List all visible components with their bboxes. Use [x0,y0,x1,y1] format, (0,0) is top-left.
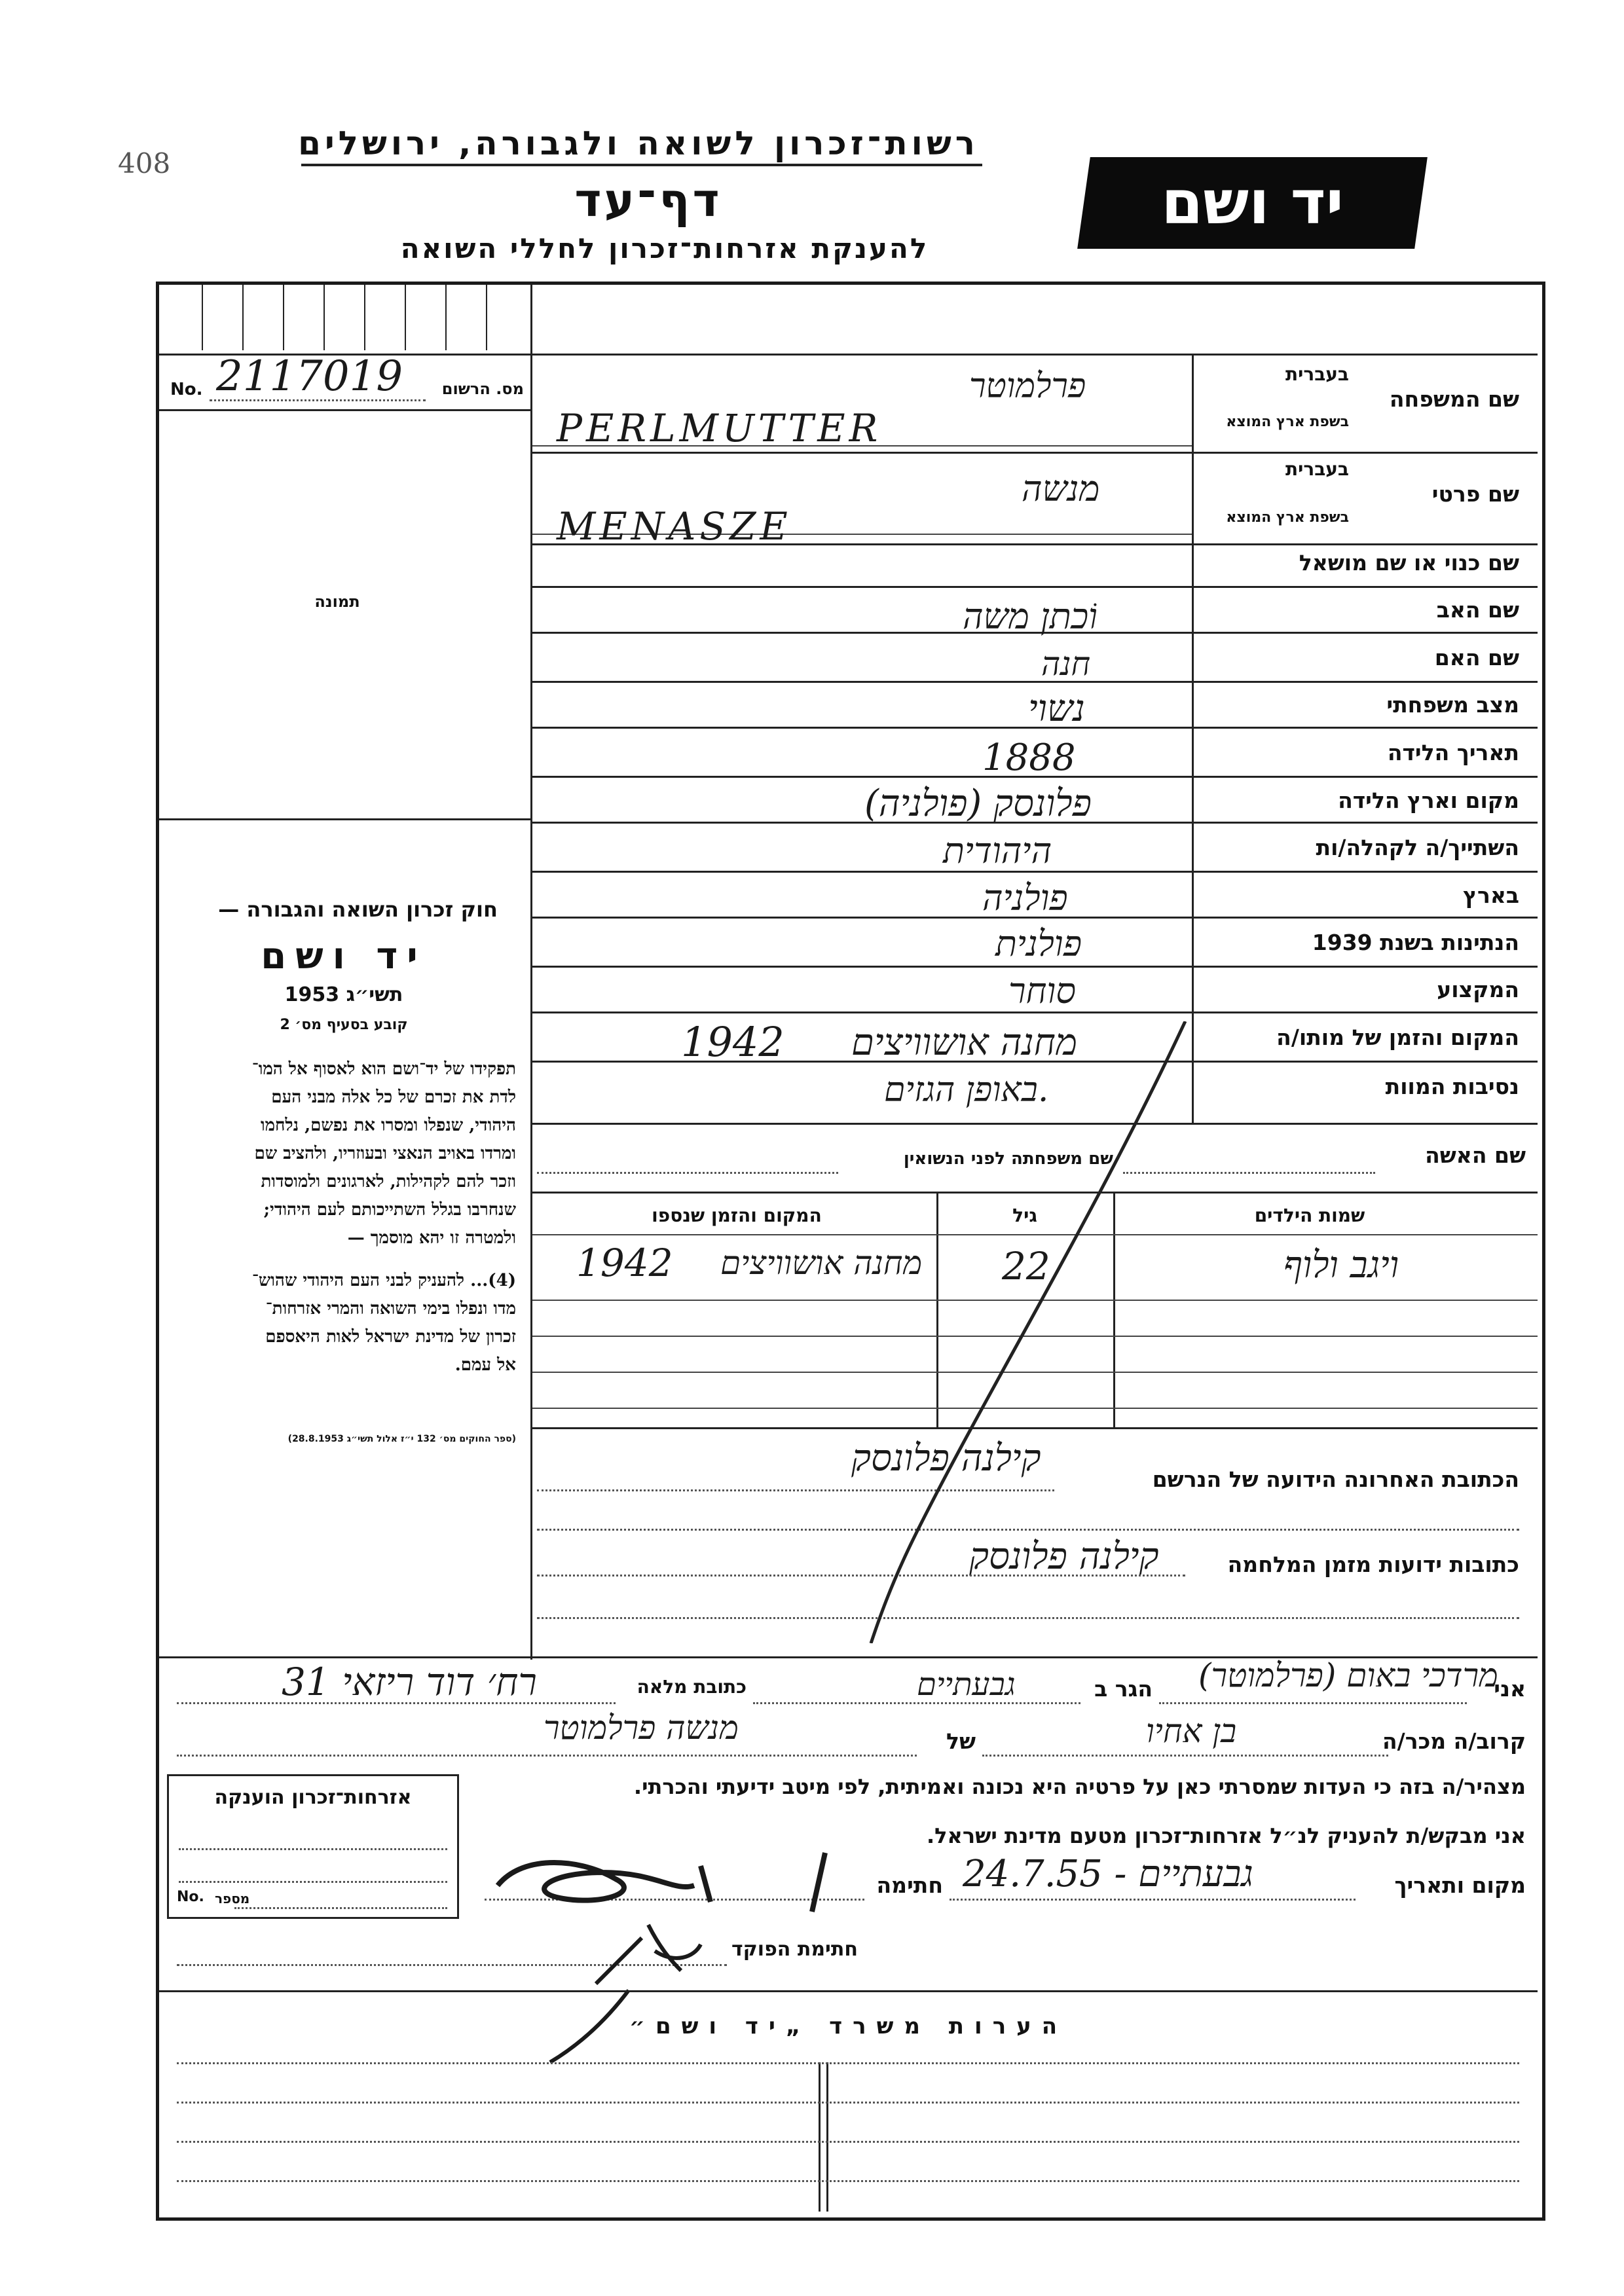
declaration-text: מצהיר/ה בזה כי העדות שמסרתי כאן על פרטיה היא נכונה ואמיתית, לפי מיטב ידיעתי והכרתי. [633,1774,1526,1799]
law-paragraph-2 [175,1267,516,1379]
declarant-name-value: מרדכי באום (פרלמוטר) [1198,1656,1498,1694]
office-notes-top [159,1990,1538,1992]
registration-label: מס. הרשום [441,380,524,398]
law-line: שנחרבו בגלל השתייכותם לעם היהודי; [263,1200,516,1220]
law-line: לדת את זכרם של כל אלה מבני העם [271,1087,516,1107]
officer-signature-label: חתימת הפוקד [731,1938,858,1961]
last-known-address-label: הכתובת האחרונה הידועה של הנרשם [1152,1467,1519,1492]
form-subtitle: להענקת אזרחות־זכרון לחללי השואה [400,232,929,264]
wife-name-label: שם האשה [1425,1142,1526,1168]
law-line: תפקידו של יד־ושם הוא לאסוף אל המו־ [251,1059,516,1079]
law-year: תשי״ג 1953 [284,983,403,1006]
mother-name-value: חנה [1041,645,1091,683]
law-line: (4)... להעניק לבני העם היהודי שהוש־ [251,1271,516,1290]
death-place-value: מחנה אושוויצים [851,1021,1078,1064]
citizenship-box-dotted-line [179,1881,447,1883]
children-death-header: המקום והזמן שנספו [652,1205,822,1226]
law-name: יד ושם [261,935,427,977]
law-line: וזכר להם לקהילות, לארגונים ולמוסדות [261,1172,516,1192]
relation-dotted-line [982,1755,1388,1757]
label-column-border [1192,354,1194,1123]
father-name-value: וֹכתן משה [963,596,1098,637]
law-clause: קובע בסעיף מס׳ 2 [280,1017,408,1033]
community-value: היהודית [943,830,1052,871]
citizenship-box-number-label: מספר [215,1891,250,1906]
birth-place-value: פלונסק (פולניה) [864,782,1092,825]
declarant-residing-label: הגר ב [1094,1676,1153,1702]
place-date-label: מקום ותאריך [1394,1872,1526,1898]
child-age: 22 [1002,1244,1050,1288]
wife-maiden-name-label: שם משפחתה לפני הנשואין [903,1149,1113,1169]
country-label: בארץ [1463,883,1519,908]
photo-label: תמונה [314,592,360,611]
last-known-address-value: קילנה פלונסק [851,1437,1041,1480]
citizenship-1939-value: פולנית [995,923,1082,964]
declarant-residing-dotted-line [753,1702,1080,1704]
place-date-value: גבעתיים - 24.7.55 [963,1853,1253,1895]
children-names-header: שמות הילדים [1254,1205,1365,1226]
first-name-hebrew-sublabel: בעברית [1285,458,1349,480]
registration-number: 2117019 [216,352,403,401]
relation-value: בן אחיו [1146,1712,1237,1750]
photo-divider [159,818,532,820]
office-notes-title: הערות משרד „יד ושם״ [629,2013,1068,2039]
declarant-address-dotted-line [177,1702,616,1704]
wartime-addresses-value: קילנה פלונסק [969,1535,1159,1578]
death-year-value: 1942 [681,1018,784,1066]
registration-dotted-line [210,399,426,401]
declarant-name-dotted-line [1159,1702,1467,1704]
country-value: פולניה [982,877,1068,919]
law-line: זכרון של מדינת ישראל לאות היאספם [265,1327,516,1347]
nickname-label: שם כנוי או שם מושאל [1299,550,1519,575]
family-name-label: שם המשפחה [1389,386,1519,412]
first-name-hebrew-value: מנשה [1022,468,1100,509]
declarant-i-label: אני [1494,1676,1526,1702]
family-name-origin-sublabel: בשפת ארץ המוצא [1226,414,1349,430]
family-name-hebrew-sublabel: בעברית [1285,363,1349,385]
citizenship-box-title: אזרחות־זכרון הוענקה [214,1786,412,1809]
law-title: חוק זכרון השואה והגבורה — [218,897,498,922]
family-name-hebrew-value: פרלמוטר [969,367,1086,406]
marital-status-label: מצב משפחתי [1386,692,1519,718]
relation-of-label: של [946,1728,976,1754]
registration-divider [159,409,532,411]
office-notes-divider [819,2062,821,2212]
declarant-signature [485,1840,851,1918]
law-line: ומרדו באויב הנאצי ובעוזריו, ולהציב שם [254,1144,516,1163]
citizenship-box-dotted-line [179,1848,447,1850]
declarant-address-value: רח׳ דוד ריזאי 31 [282,1660,537,1704]
law-line: מדו ונפלו בימי השואה והמרי אזרחות־ [265,1299,516,1319]
yad-vashem-logo [1077,157,1428,249]
first-name-latin-value: MENASZE [557,504,792,549]
citizenship-box-no-label: No. [177,1889,204,1905]
first-name-origin-sublabel: בשפת ארץ המוצא [1226,509,1349,526]
father-name-label: שם האב [1436,597,1519,623]
relation-of-dotted-line [177,1755,917,1757]
child-death-place: מחנה אושוויצים [720,1244,923,1282]
child-death-year: 1942 [576,1241,673,1285]
office-notes-divider [826,2062,828,2212]
page-number: 408 [118,147,171,179]
registration-no-label: No. [170,380,203,399]
relation-label: קרוב/ה מכר/ה [1382,1728,1526,1754]
marital-status-value: נשוי [1028,687,1085,730]
citizenship-1939-label: הנתינות בשנת 1939 [1312,930,1519,955]
death-place-time-label: המקום והזמן של מותו/ה [1276,1025,1519,1050]
signature-label: חתימה [876,1872,943,1898]
family-name-latin-value: PERLMUTTER [557,406,882,450]
relation-of-value: מנשה פרלמוטר [544,1709,739,1747]
pen-stroke [819,1021,1211,1643]
law-line: היהודי, שנפלו ומסרו את נפשם, נלחמו [260,1116,516,1135]
community-label: השתייך/ה לקהלה/ות [1316,835,1519,860]
column-divider [530,285,532,357]
issuing-authority: רשות־זכרון לשואה ולגבורה, ירושלים [298,124,979,162]
wife-maiden-dotted-line [537,1172,838,1174]
mother-name-label: שם האם [1434,645,1519,670]
birth-date-label: תאריך הלידה [1387,740,1519,765]
request-text: אני מבקש/ת להעניק לנ״ל אזרחות־זכרון מטעם מדינת ישראל. [927,1823,1526,1848]
form-title: דף־עד [574,173,722,227]
citizenship-granted-box [167,1774,459,1919]
child-name: ויגב ולוף [1283,1244,1399,1286]
law-paragraph-1 [175,1055,516,1252]
law-footnote: (ספר החוקים מס׳ 132 י״ז אלול תשי״ג 28.8.1953) [287,1434,516,1444]
citizenship-box-number-line [234,1907,447,1909]
death-circumstances-label: נסיבות המוות [1385,1074,1519,1099]
first-name-label: שם פרטי [1431,481,1519,507]
declarant-residing-value: גבעתיים [917,1666,1016,1703]
birth-date-value: 1888 [982,737,1076,779]
birth-place-label: מקום וארץ הלידה [1338,788,1519,813]
death-circumstances-value: באופן הגזים. [884,1070,1049,1110]
declarant-address-label: כתובת מלאה [637,1676,747,1698]
profession-value: סוחר [1008,970,1077,1011]
law-line: אל עמם. [454,1355,516,1375]
left-column-border [530,354,532,1660]
place-date-dotted-line [950,1899,1356,1901]
law-line: ולמטרה זו יהא מוסמך — [347,1228,516,1248]
wartime-addresses-label: כתובות ידועות מזמן המלחמה [1227,1552,1519,1577]
authority-underline [301,164,982,166]
children-age-header: גיל [1012,1205,1037,1226]
profession-label: המקצוע [1437,977,1519,1002]
logo-text: יד ושם [1161,168,1344,238]
